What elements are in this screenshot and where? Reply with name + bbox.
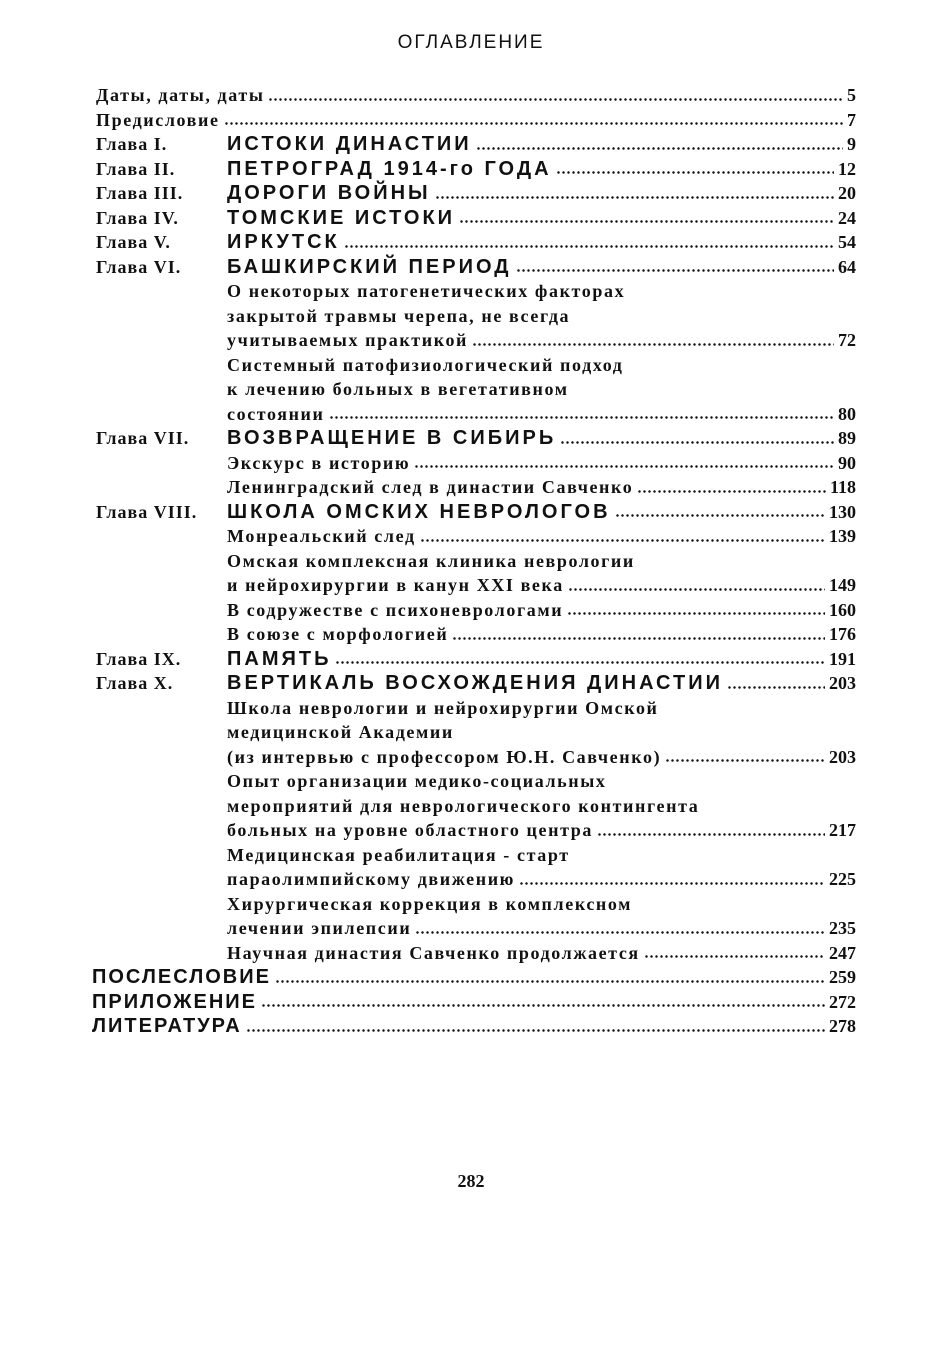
entry-title: к лечению больных в вегетативном xyxy=(227,379,569,399)
toc-entry xyxy=(96,304,856,329)
dot-leader xyxy=(615,514,825,517)
entry-page-number: 20 xyxy=(838,183,856,203)
dot-leader xyxy=(597,833,825,836)
toc-entry xyxy=(96,696,856,721)
entry-page-number: 203 xyxy=(829,673,856,693)
entry-title: ВЕРТИКАЛЬ ВОСХОЖДЕНИЯ ДИНАСТИИ xyxy=(227,672,723,694)
entry-page-number: 72 xyxy=(838,330,856,350)
dot-leader xyxy=(567,612,825,615)
entry-page-number: 259 xyxy=(829,967,856,987)
entry-title: Монреальский след xyxy=(227,526,416,546)
toc-entry xyxy=(96,279,856,304)
entry-title: больных на уровне областного центра xyxy=(227,820,593,840)
toc-entry xyxy=(96,794,856,819)
toc-entry xyxy=(96,426,856,451)
entry-title: ИРКУТСК xyxy=(227,231,340,253)
table-of-contents xyxy=(92,83,856,1039)
toc-entry xyxy=(96,328,856,353)
entry-page-number: 278 xyxy=(829,1016,856,1036)
entry-page-number: 80 xyxy=(838,403,856,424)
toc-entry xyxy=(96,230,856,255)
toc-entry xyxy=(96,843,856,868)
entry-page-number: 7 xyxy=(847,109,856,130)
entry-title: медицинской Академии xyxy=(227,722,454,742)
toc-entry xyxy=(96,549,856,574)
dot-leader xyxy=(246,1029,825,1032)
dot-leader xyxy=(727,686,825,689)
chapter-number: Глава X. xyxy=(96,673,174,693)
toc-entry xyxy=(96,353,856,378)
entry-title: ИСТОКИ ДИНАСТИИ xyxy=(227,133,472,155)
chapter-number: Глава VIII. xyxy=(96,501,198,522)
dot-leader xyxy=(519,882,825,885)
entry-title: Ленинградский след в династии Савченко xyxy=(227,477,634,497)
entry-page-number: 272 xyxy=(829,991,856,1012)
toc-entry xyxy=(96,402,856,427)
entry-title: Хирургическая коррекция в комплексном xyxy=(227,893,633,914)
chapter-number: Глава II. xyxy=(96,158,176,179)
entry-title: Опыт организации медико-социальных xyxy=(227,771,607,791)
entry-page-number: 139 xyxy=(829,526,856,546)
chapter-number: Глава I. xyxy=(96,134,168,154)
dot-leader xyxy=(560,441,834,444)
dot-leader xyxy=(414,465,834,468)
entry-page-number: 5 xyxy=(847,85,856,105)
toc-entry xyxy=(96,720,856,745)
entry-title: ПАМЯТЬ xyxy=(227,647,332,670)
chapter-number: Глава VI. xyxy=(96,256,182,277)
toc-entry xyxy=(96,745,856,770)
entry-title: В содружестве с психоневрологами xyxy=(227,599,564,620)
dot-leader xyxy=(459,220,834,223)
entry-title: ТОМСКИЕ ИСТОКИ xyxy=(227,206,456,229)
entry-page-number: 235 xyxy=(829,918,856,938)
toc-entry xyxy=(96,598,856,623)
entry-page-number: 247 xyxy=(829,942,856,963)
entry-title: (из интервью с профессором Ю.Н. Савченко) xyxy=(227,746,662,767)
toc-entry xyxy=(96,647,856,672)
entry-title: ПРИЛОЖЕНИЕ xyxy=(92,990,257,1013)
chapter-number: Глава III. xyxy=(96,183,184,203)
dot-leader xyxy=(472,343,834,346)
entry-title: и нейрохирургии в канун XXI века xyxy=(227,575,564,595)
toc-entry xyxy=(96,181,856,206)
dot-leader xyxy=(261,1004,825,1007)
dot-leader xyxy=(568,588,825,591)
chapter-number: Глава IV. xyxy=(96,207,179,228)
page-title: ОГЛАВЛЕНИЕ xyxy=(397,32,545,53)
dot-leader xyxy=(268,98,843,101)
entry-page-number: 12 xyxy=(838,158,856,179)
entry-title: Омская комплексная клиника неврологии xyxy=(227,550,635,571)
toc-entry xyxy=(96,916,856,941)
toc-entry xyxy=(96,255,856,280)
entry-page-number: 160 xyxy=(829,599,856,620)
entry-title: ПОСЛЕСЛОВИЕ xyxy=(92,966,271,988)
toc-entry xyxy=(96,108,856,133)
toc-entry xyxy=(92,1014,856,1039)
entry-title: Экскурс в историю xyxy=(227,452,411,473)
entry-title: учитываемых практикой xyxy=(227,330,469,350)
toc-entry xyxy=(96,671,856,696)
toc-entry xyxy=(96,818,856,843)
toc-entry xyxy=(96,157,856,182)
chapter-number: Глава IX. xyxy=(96,648,182,669)
entry-title: закрытой травмы черепа, не всегда xyxy=(227,305,571,326)
dot-leader xyxy=(329,416,835,419)
entry-title: ДОРОГИ ВОЙНЫ xyxy=(227,182,431,204)
toc-entry xyxy=(96,132,856,157)
entry-page-number: 89 xyxy=(838,428,856,448)
entry-page-number: 149 xyxy=(829,575,856,595)
entry-title: мероприятий для неврологического контингента xyxy=(227,795,700,816)
entry-title: ЛИТЕРАТУРА xyxy=(92,1015,242,1037)
toc-entry xyxy=(96,769,856,794)
dot-leader xyxy=(516,269,834,272)
entry-title: лечении эпилепсии xyxy=(227,918,412,938)
entry-title: ПЕТРОГРАД 1914-го ГОДА xyxy=(227,157,552,180)
entry-page-number: 24 xyxy=(838,207,856,228)
entry-title: ШКОЛА ОМСКИХ НЕВРОЛОГОВ xyxy=(227,500,611,523)
dot-leader xyxy=(452,637,825,640)
dot-leader xyxy=(556,171,834,174)
entry-title: О некоторых патогенетических факторах xyxy=(227,281,626,301)
entry-title: Школа неврологии и нейрохирургии Омской xyxy=(227,697,659,718)
toc-entry xyxy=(96,206,856,231)
toc-entry xyxy=(96,524,856,549)
dot-leader xyxy=(435,196,834,199)
dot-leader xyxy=(275,980,825,983)
entry-page-number: 217 xyxy=(829,820,856,840)
entry-title: Даты, даты, даты xyxy=(96,85,265,105)
toc-entry xyxy=(96,867,856,892)
dot-leader xyxy=(637,490,826,493)
entry-title: Научная династия Савченко продолжается xyxy=(227,942,640,963)
entry-page-number: 203 xyxy=(829,746,856,767)
toc-entry xyxy=(92,965,856,990)
entry-page-number: 191 xyxy=(829,648,856,669)
entry-title: Системный патофизиологический подход xyxy=(227,354,624,375)
dot-leader xyxy=(644,955,825,958)
entry-page-number: 64 xyxy=(838,256,856,277)
dot-leader xyxy=(415,931,825,934)
toc-entry xyxy=(96,500,856,525)
entry-title: параолимпийскому движению xyxy=(227,869,516,889)
entry-title: Предисловие xyxy=(96,109,220,130)
toc-entry xyxy=(96,622,856,647)
entry-page-number: 176 xyxy=(829,624,856,644)
page-number: 282 xyxy=(457,1171,485,1191)
entry-page-number: 54 xyxy=(838,232,856,252)
dot-leader xyxy=(420,539,825,542)
entry-page-number: 118 xyxy=(829,477,856,497)
toc-entry xyxy=(96,475,856,500)
dot-leader xyxy=(224,122,843,125)
toc-entry xyxy=(96,83,856,108)
toc-entry xyxy=(92,990,856,1015)
toc-entry xyxy=(96,377,856,402)
dot-leader xyxy=(344,245,834,248)
entry-title: состоянии xyxy=(227,403,325,424)
dot-leader xyxy=(665,759,825,762)
entry-title: Медицинская реабилитация - старт xyxy=(227,844,570,865)
dot-leader xyxy=(335,661,825,664)
toc-entry xyxy=(96,573,856,598)
entry-page-number: 225 xyxy=(829,869,856,889)
toc-entry xyxy=(96,451,856,476)
toc-entry xyxy=(96,892,856,917)
entry-page-number: 9 xyxy=(847,134,856,154)
entry-title: БАШКИРСКИЙ ПЕРИОД xyxy=(227,255,512,278)
entry-title: В союзе с морфологией xyxy=(227,624,449,644)
dot-leader xyxy=(476,147,843,150)
chapter-number: Глава VII. xyxy=(96,428,190,448)
entry-page-number: 130 xyxy=(829,501,856,522)
entry-title: ВОЗВРАЩЕНИЕ В СИБИРЬ xyxy=(227,427,557,449)
chapter-number: Глава V. xyxy=(96,232,171,252)
toc-entry xyxy=(96,941,856,966)
entry-page-number: 90 xyxy=(838,452,856,473)
